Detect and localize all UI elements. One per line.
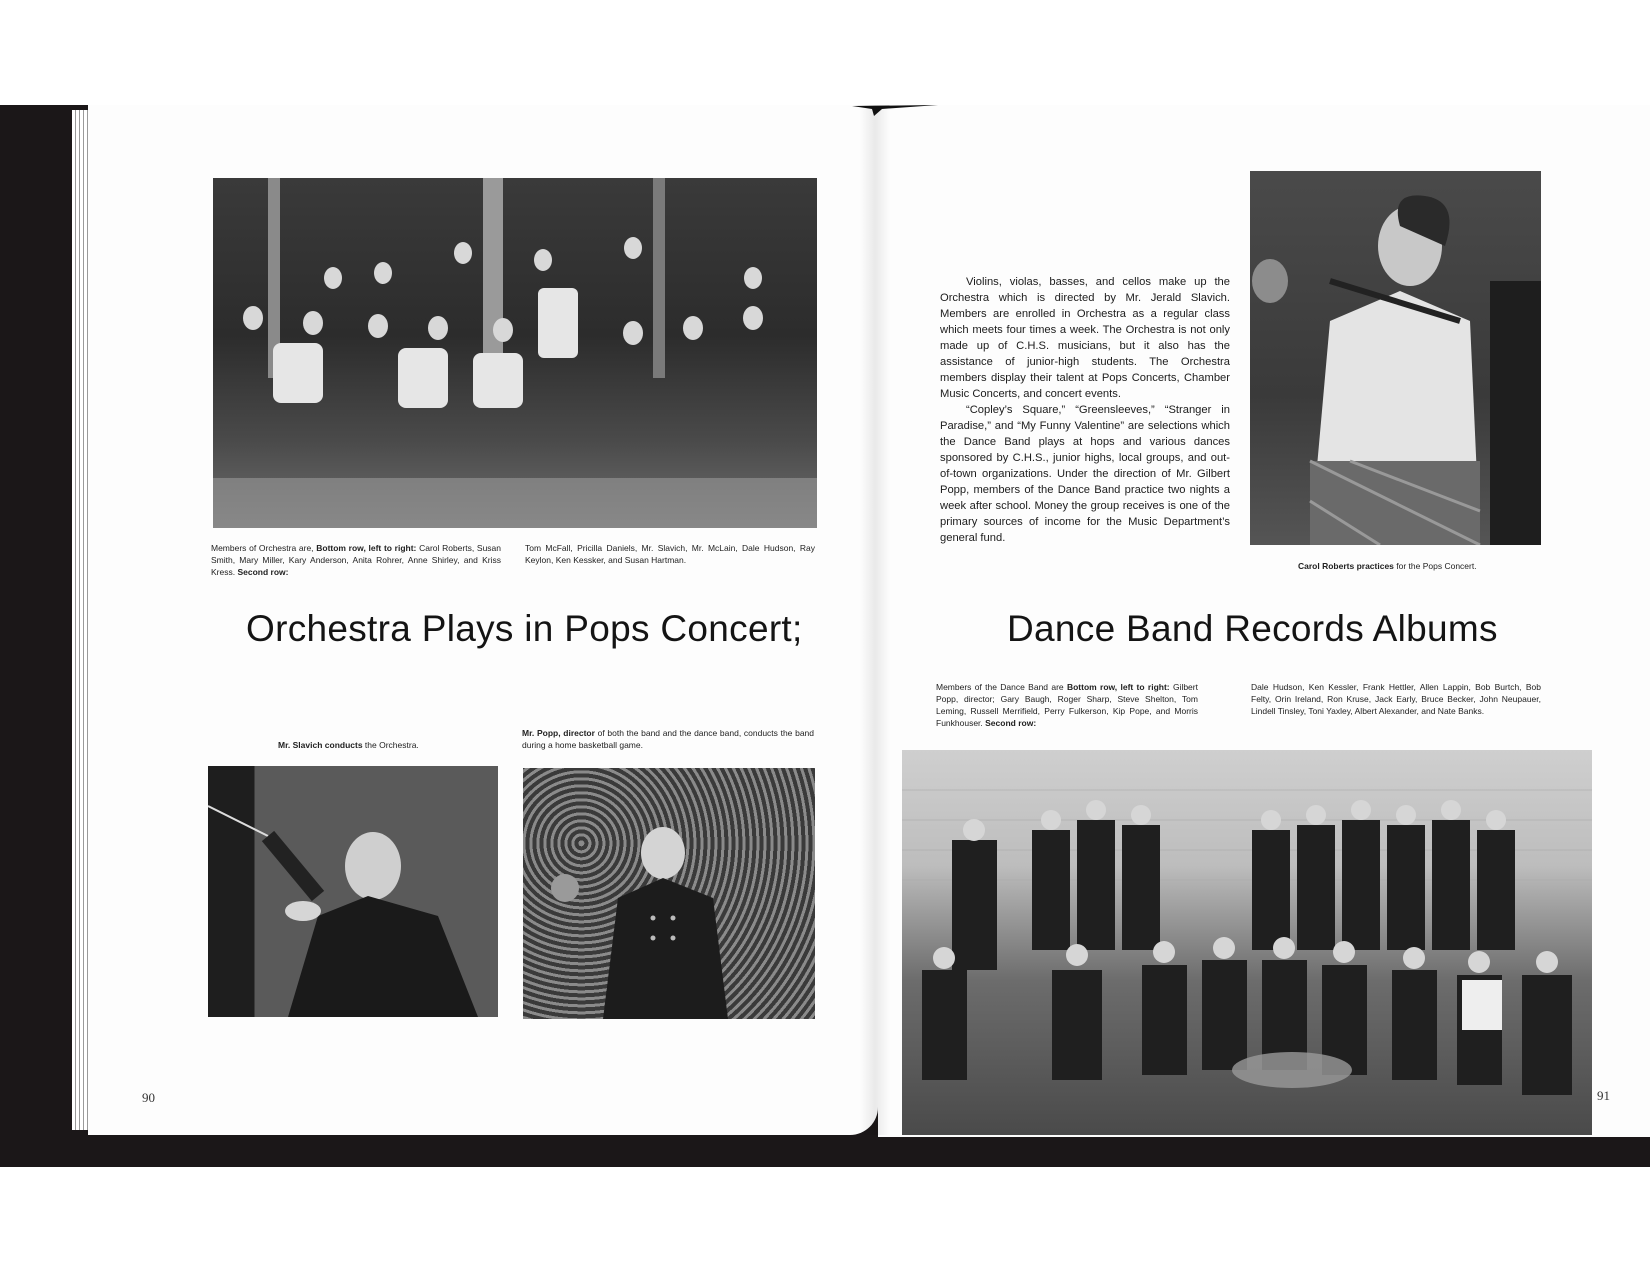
- caption-text: Members of the Dance Band are: [936, 682, 1067, 692]
- carol-roberts-photo: [1250, 171, 1541, 545]
- body-paragraph-1: Violins, violas, basses, and cellos make up the Orchestra which is directed by Mr. Jerald Slavich. Members are enrolled in Orchestra as a regular class which meets four times a week. The Orchestra is not only made up of C.H.S. musicians, but it also has the assistance of junior-high students. The Orchestra members display their talent at Pops Concerts, Chamber Music Concerts, and concert events.: [940, 276, 1230, 400]
- body-text: [940, 274, 1230, 546]
- slavich-caption: [278, 739, 478, 751]
- headline-right: Dance Band Records Albums: [1007, 608, 1498, 649]
- page-number-left: 90: [142, 1090, 155, 1105]
- carol-roberts-caption: [1298, 560, 1538, 572]
- body-paragraph-2: “Copley’s Square,” “Greensleeves,” “Stranger in Paradise,” and “My Funny Valentine” are selections which the Dance Band plays at hops and various dances sponsored by C.H.S., junior highs, local groups, and out-of-town organizations. Under the direction of Mr. Gilbert Popp, members of the Dance Band practice two nights a week after school. Money the group receives is one of the primary sources of income for the Music Department’s general fund.: [940, 404, 1230, 544]
- dance-band-caption-col1: [936, 681, 1198, 729]
- caption-bold: Mr. Popp, director: [522, 728, 595, 738]
- caption-bold: Bottom row, left to right:: [1066, 682, 1170, 692]
- caption-text: for the Pops Concert.: [1393, 561, 1477, 571]
- caption-text: Members of Orchestra are,: [211, 543, 317, 553]
- page-number-right: 91: [1597, 1088, 1610, 1103]
- headline-left: Orchestra Plays in Pops Concert;: [246, 608, 803, 649]
- orchestra-members-caption-col2: [525, 542, 815, 566]
- book-gutter: [860, 105, 890, 1135]
- dance-band-caption-col2: [1251, 681, 1541, 717]
- caption-text: Gilbert Popp, director; Gary Baugh, Roger Sharp, Steve Shelton, Tom Leming, Russell Merrifield, Perry Fulkerson, Kip Pope, and Morris Funkhouser.: [936, 682, 1198, 728]
- caption-text: the Orchestra.: [362, 740, 419, 750]
- caption-text: Carol Roberts, Susan Smith, Mary Miller, Kary Anderson, Anita Rohrer, Anne Shirley, and Kriss Kress.: [211, 543, 501, 577]
- orchestra-group-photo: [213, 178, 817, 528]
- caption-bold: Mr. Slavich conducts: [278, 740, 363, 750]
- dance-band-photo: [902, 750, 1592, 1135]
- binding-mark: [852, 104, 938, 116]
- slavich-photo: [208, 766, 498, 1017]
- caption-bold: Carol Roberts practices: [1298, 561, 1394, 571]
- popp-photo: [523, 768, 815, 1019]
- popp-caption: [522, 727, 814, 751]
- orchestra-members-caption-col1: [211, 542, 501, 578]
- caption-text: Tom McFall, Pricilla Daniels, Mr. Slavich, Mr. McLain, Dale Hudson, Ray Keylon, Ken Kessker, and Susan Hartman.: [525, 543, 815, 565]
- caption-bold: Bottom row, left to right:: [316, 543, 417, 553]
- caption-bold: Second row:: [985, 718, 1037, 728]
- caption-text: Dale Hudson, Ken Kessler, Frank Hettler, Allen Lappin, Bob Burtch, Bob Felty, Orin Ireland, Ron Kruse, Jack Early, Bruce Becker, John Neupauer, Lindell Tinsley, Toni Yaxley, Albert Alexander, and Nate Banks.: [1251, 682, 1541, 716]
- caption-text: of both the band and the dance band, conducts the band during a home basketball game.: [522, 728, 815, 750]
- caption-bold: Second row:: [237, 567, 289, 577]
